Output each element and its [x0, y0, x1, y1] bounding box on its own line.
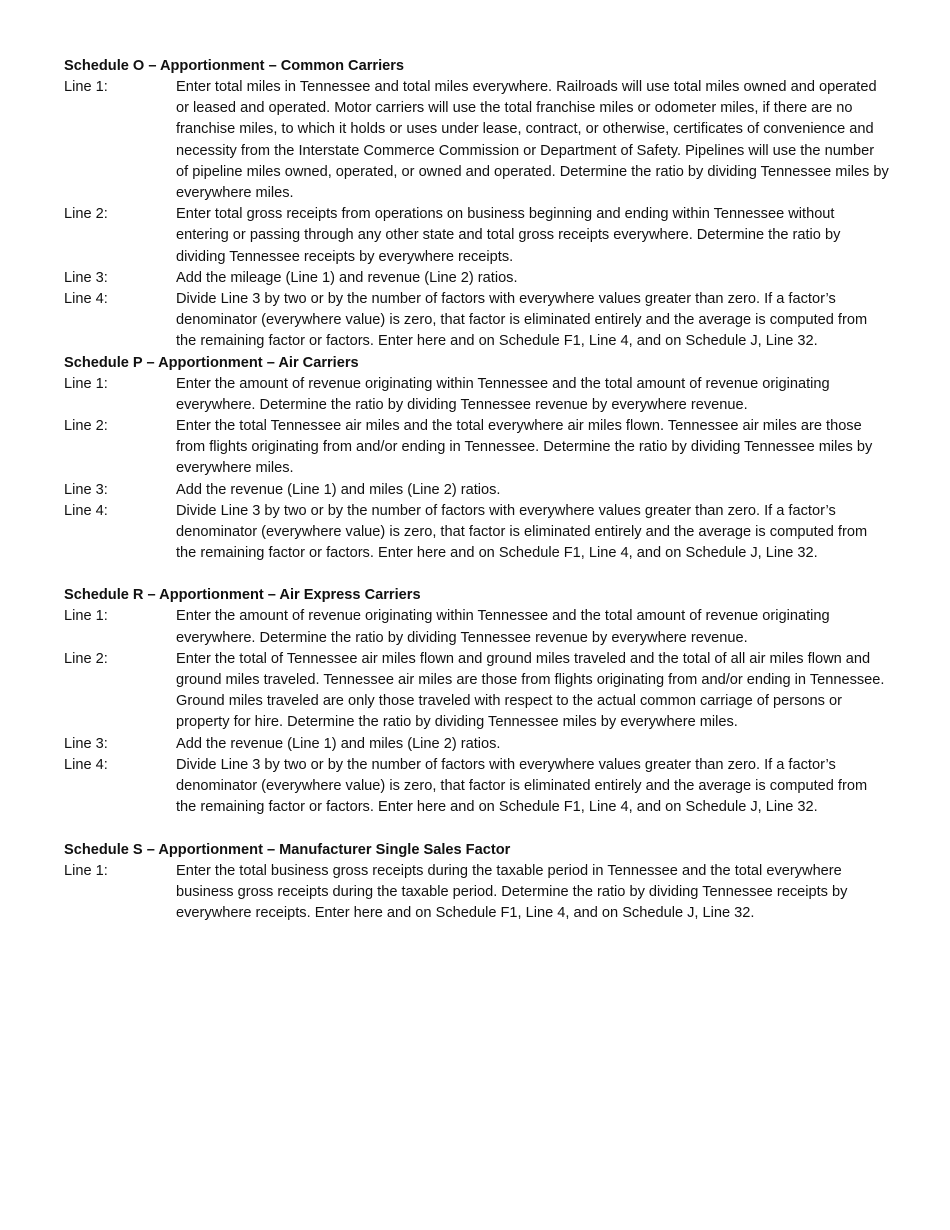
line-instruction: Enter the total business gross receipts during the taxable period in Tennessee and the total everywhere business gross receipts during the taxable period. Determine the ratio by dividing Tennessee receipts by everywhere receipts. Enter here and on Schedule F1, Line 4, and on Schedule J, Line 32. [176, 862, 848, 921]
line-instruction: Enter total miles in Tennessee and total miles everywhere. Railroads will use total miles owned and operated or leased and operated. Motor carriers will use the total franchise miles or odometer miles, if there are no franchise miles, to which it holds or uses under lease, contract, or otherwise, certificates of convenience and necessity from the Interstate Commerce Commission or Department of Safety. Pipelines will use the number of pipeline miles owned, operated, or owned and operated. Determine the ratio by dividing Tennessee miles by everywhere miles. [176, 79, 889, 202]
line-label: Line 3: [64, 269, 108, 286]
line-instruction: Enter the total Tennessee air miles and the total everywhere air miles flown. Tennessee air miles are those from flights originating from and/or ending in Tennessee. Determine the ratio by dividing Tennessee miles by everywhere miles. [176, 418, 873, 477]
line-label: Line 3: [64, 735, 108, 752]
schedule-p-line-1 [64, 374, 890, 416]
schedule-o-section [64, 56, 890, 353]
line-label: Line 1: [64, 608, 108, 625]
schedule-p-section [64, 353, 890, 565]
schedule-p-line-2 [64, 416, 890, 480]
schedule-o-line-3 [64, 268, 890, 289]
schedule-r-line-4 [64, 755, 890, 819]
line-instruction: Add the mileage (Line 1) and revenue (Line 2) ratios. [176, 269, 518, 286]
line-label: Line 1: [64, 375, 108, 392]
schedule-r-line-2 [64, 649, 890, 734]
line-instruction: Enter the amount of revenue originating within Tennessee and the total amount of revenue originating everywhere. Determine the ratio by dividing Tennessee revenue by everywhere revenue. [176, 608, 830, 646]
line-instruction: Divide Line 3 by two or by the number of factors with everywhere values greater than zero. If a factor’s denominator (everywhere value) is zero, that factor is eliminated entirely and the average is computed from the remaining factor or factors. Enter here and on Schedule F1, Line 4, and on Schedule J, Line 32. [176, 502, 868, 562]
line-instruction: Enter the amount of revenue originating within Tennessee and the total amount of revenue originating everywhere. Determine the ratio by dividing Tennessee revenue by everywhere revenue. [176, 375, 830, 413]
line-instruction: Add the revenue (Line 1) and miles (Line 2) ratios. [176, 481, 501, 498]
schedule-p-heading: Schedule P – Apportionment – Air Carriers [64, 354, 359, 371]
schedule-p-line-3 [64, 480, 890, 501]
schedule-s-line-1 [64, 861, 890, 925]
line-label: Line 4: [64, 756, 108, 773]
schedule-o-line-2 [64, 204, 890, 268]
line-instruction: Enter total gross receipts from operations on business beginning and ending within Tennessee without entering or passing through any other state and total gross receipts everywhere. Determine the ratio by dividing Tennessee receipts by everywhere receipts. [176, 206, 841, 265]
line-label: Line 2: [64, 418, 108, 435]
line-label: Line 1: [64, 79, 108, 95]
line-instruction: Add the revenue (Line 1) and miles (Line 2) ratios. [176, 735, 501, 752]
line-label: Line 1: [64, 862, 108, 879]
schedule-o-heading: Schedule O – Apportionment – Common Carriers [64, 58, 405, 74]
line-label: Line 4: [64, 502, 108, 519]
schedule-o-line-1 [64, 77, 890, 204]
schedule-s-section [64, 840, 890, 925]
line-label: Line 2: [64, 206, 108, 223]
line-instruction: Divide Line 3 by two or by the number of factors with everywhere values greater than zero. If a factor’s denominator (everywhere value) is zero, that factor is eliminated entirely and the average is computed from the remaining factor or factors. Enter here and on Schedule F1, Line 4, and on Schedule J, Line 32. [176, 756, 868, 816]
line-label: Line 2: [64, 650, 108, 667]
line-instruction: Divide Line 3 by two or by the number of factors with everywhere values greater than zero. If a factor’s denominator (everywhere value) is zero, that factor is eliminated entirely and the average is computed from the remaining factor or factors. Enter here and on Schedule F1, Line 4, and on Schedule J, Line 32. [176, 291, 868, 350]
schedule-r-line-3 [64, 734, 890, 755]
schedule-o-line-4 [64, 289, 890, 353]
schedule-s-heading: Schedule S – Apportionment – Manufacturer Single Sales Factor [64, 841, 511, 858]
schedule-r-heading: Schedule R – Apportionment – Air Express Carriers [64, 587, 421, 604]
line-label: Line 4: [64, 291, 108, 308]
schedule-r-line-1 [64, 606, 890, 648]
line-instruction: Enter the total of Tennessee air miles flown and ground miles traveled and the total of all air miles flown and ground miles traveled. Tennessee air miles are those from flights originating from and/or ending in Tennessee. Ground miles traveled are only those traveled with respect to the actual common carriage of persons or property for hire. Determine the ratio by dividing Tennessee miles by everywhere miles. [176, 650, 885, 731]
schedule-r-section [64, 585, 890, 818]
line-label: Line 3: [64, 481, 108, 498]
schedule-p-line-4 [64, 501, 890, 565]
